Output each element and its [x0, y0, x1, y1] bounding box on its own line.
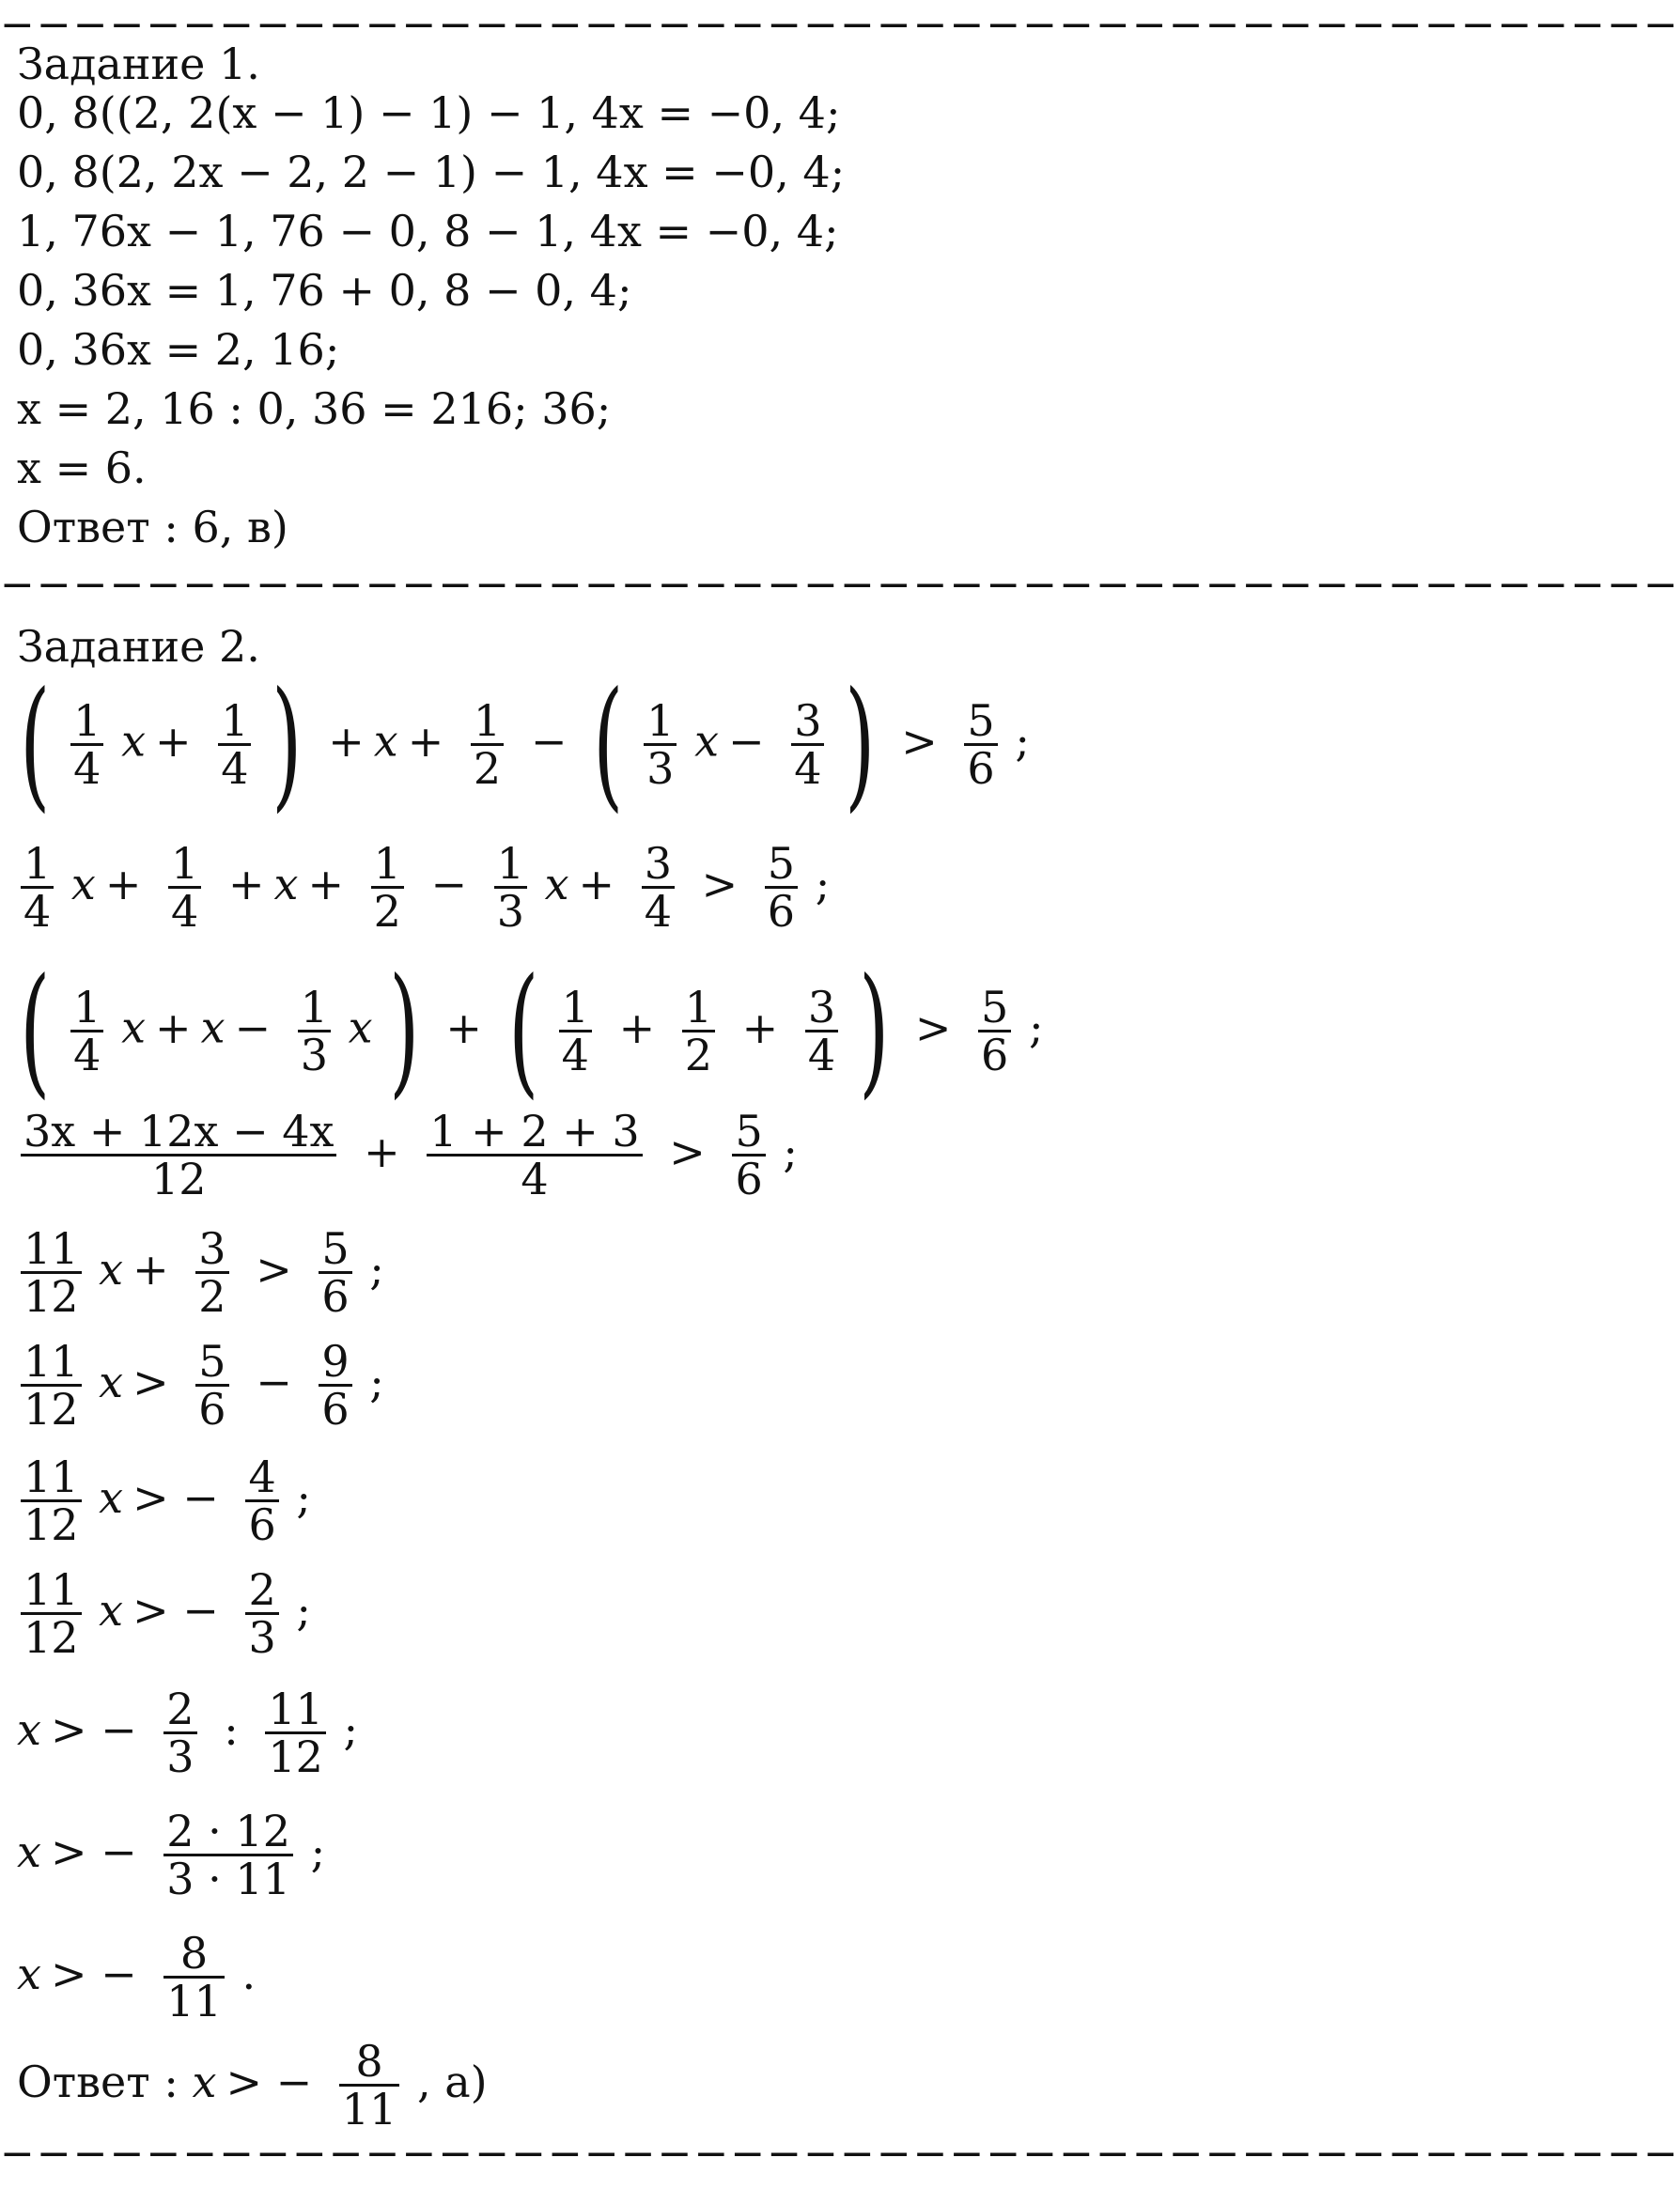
fraction-numerator: 3 — [791, 698, 824, 746]
fraction-denominator: 4 — [221, 743, 249, 794]
fraction-numerator: 3 — [805, 985, 838, 1032]
math-symbol: , а) — [416, 2056, 488, 2107]
math-symbol: > — [256, 1243, 292, 1295]
fraction-numerator: 2 · 12 — [163, 1809, 293, 1856]
math-symbol: ; — [369, 1356, 384, 1407]
math-symbol: + — [227, 858, 265, 909]
math-symbol: > — [901, 715, 938, 767]
math-symbol: : — [224, 1703, 239, 1755]
fraction-numerator: 1 — [494, 841, 527, 889]
math-symbol: x — [99, 1243, 124, 1295]
fraction — [195, 1336, 228, 1436]
fraction-numerator: 8 — [163, 1931, 225, 1979]
math-symbol: x — [348, 1001, 373, 1053]
math-symbol: − — [530, 715, 568, 767]
fraction-denominator: 2 — [373, 886, 401, 938]
fraction-numerator: 5 — [765, 841, 798, 889]
math-symbol: > — [914, 1001, 952, 1053]
fraction-denominator: 4 — [521, 1154, 549, 1205]
bracket: ) — [389, 949, 420, 1112]
fraction-denominator: 6 — [321, 1271, 350, 1323]
fraction-denominator: 12 — [150, 1154, 207, 1205]
fraction — [732, 1106, 765, 1205]
math-symbol: x — [200, 1001, 226, 1053]
math-symbol: ; — [343, 1703, 358, 1755]
math-symbol: > − — [132, 1471, 219, 1523]
fraction-numerator: 3x + 12x − 4x — [21, 1109, 336, 1157]
task2-line-3 — [17, 949, 1044, 1112]
fraction-numerator: 1 — [644, 698, 677, 746]
fraction-numerator: 2 — [245, 1567, 278, 1615]
task2-line-7 — [17, 1452, 311, 1551]
fraction — [245, 1452, 278, 1551]
bracket: ( — [593, 662, 624, 826]
fraction-denominator: 11 — [166, 1976, 222, 2027]
fraction-numerator: 1 — [70, 985, 103, 1032]
math-symbol: − — [728, 715, 765, 767]
math-symbol: x — [544, 858, 569, 909]
math-symbol: x — [121, 715, 147, 767]
math-symbol: > — [701, 858, 739, 909]
math-symbol: ; — [815, 858, 831, 909]
math-symbol: . — [241, 1948, 257, 1999]
fraction-denominator: 4 — [561, 1030, 589, 1080]
fraction-numerator: 1 — [559, 985, 592, 1032]
fraction-numerator: 8 — [339, 2039, 400, 2087]
bracket: ( — [20, 662, 51, 826]
fraction-numerator: 11 — [21, 1567, 82, 1615]
task1-line-7: x = 6. — [17, 442, 147, 493]
math-symbol: x — [70, 858, 96, 909]
math-symbol: + — [741, 1001, 779, 1053]
fraction-denominator: 4 — [644, 886, 672, 938]
fraction-denominator: 4 — [171, 886, 199, 938]
task2-line-4 — [17, 1106, 798, 1205]
fraction — [319, 1336, 351, 1436]
fraction-numerator: 1 — [371, 841, 404, 889]
math-symbol: x — [373, 715, 398, 767]
bracket: ( — [507, 949, 538, 1112]
math-symbol: x — [99, 1356, 124, 1407]
fraction-numerator: 1 — [70, 698, 103, 746]
fraction-numerator: 2 — [163, 1686, 196, 1734]
fraction-denominator: 4 — [73, 743, 101, 794]
fraction-denominator: 3 — [646, 743, 675, 794]
fraction-numerator: 5 — [964, 698, 997, 746]
math-symbol: + — [307, 858, 344, 909]
fraction — [471, 694, 504, 794]
math-symbol: + — [578, 858, 615, 909]
fraction — [70, 694, 103, 794]
bracket: ) — [272, 662, 303, 826]
fraction-denominator: 6 — [248, 1499, 276, 1551]
fraction-denominator: 11 — [341, 2084, 397, 2135]
math-symbol: ; — [783, 1126, 798, 1177]
math-symbol: > — [132, 1356, 169, 1407]
task2-heading: Задание 2. — [17, 621, 260, 672]
fraction-numerator: 1 — [21, 841, 54, 889]
fraction-denominator: 12 — [23, 1271, 79, 1323]
fraction-numerator: 1 — [168, 841, 201, 889]
task1-line-2: 0, 8(2, 2x − 2, 2 − 1) − 1, 4x = −0, 4; — [17, 147, 846, 197]
fraction-numerator: 11 — [21, 1454, 82, 1502]
separator-line: −−−−−−−−−−−−−−−−−−−−−−−−−−−−−−−−−−−−−−−−−−−−−− — [0, 561, 1680, 609]
fraction-denominator: 4 — [794, 743, 822, 794]
task2-line-1 — [17, 662, 1030, 826]
fraction-numerator: 4 — [245, 1454, 278, 1502]
task2-line-6 — [17, 1336, 384, 1436]
fraction-denominator: 4 — [23, 886, 52, 938]
fraction-denominator: 4 — [807, 1030, 836, 1080]
math-symbol: Ответ : — [17, 2056, 179, 2107]
task2-line-9 — [17, 1684, 358, 1783]
math-symbol: x — [99, 1471, 124, 1523]
task1-answer: Ответ : 6, в) — [17, 502, 288, 552]
math-symbol: + — [445, 1001, 482, 1053]
fraction-denominator: 2 — [198, 1271, 226, 1323]
fraction-numerator: 11 — [265, 1686, 326, 1734]
fraction — [21, 1564, 82, 1664]
math-symbol: > − — [50, 1948, 137, 1999]
fraction-numerator: 1 + 2 + 3 — [427, 1109, 642, 1157]
fraction — [339, 2036, 400, 2135]
math-symbol: ; — [296, 1471, 311, 1523]
fraction — [163, 1806, 293, 1905]
fraction — [195, 1223, 228, 1323]
math-symbol: + — [155, 1001, 192, 1053]
math-symbol: − — [256, 1356, 292, 1407]
math-symbol: + — [407, 715, 444, 767]
math-symbol: + — [104, 858, 142, 909]
fraction — [559, 981, 592, 1080]
task1-line-6: x = 2, 16 : 0, 36 = 216; 36; — [17, 383, 612, 434]
fraction-numerator: 1 — [682, 985, 715, 1032]
task1-line-4: 0, 36x = 1, 76 + 0, 8 − 0, 4; — [17, 265, 632, 316]
task1-heading: Задание 1. — [17, 39, 260, 89]
fraction-numerator: 1 — [298, 985, 331, 1032]
math-symbol: ; — [1028, 1001, 1044, 1053]
fraction-denominator: 6 — [735, 1154, 763, 1205]
fraction — [964, 694, 997, 794]
task2-line-2 — [17, 838, 831, 938]
fraction-denominator: 3 — [300, 1030, 328, 1080]
fraction-denominator: 12 — [23, 1499, 79, 1551]
fraction-numerator: 1 — [218, 698, 251, 746]
fraction — [494, 838, 527, 938]
math-symbol: + — [364, 1126, 400, 1177]
math-symbol: + — [155, 715, 192, 767]
fraction — [21, 838, 54, 938]
fraction-denominator: 12 — [268, 1731, 323, 1783]
task2-line-5 — [17, 1223, 384, 1323]
fraction — [168, 838, 201, 938]
task2-line-11 — [17, 1928, 257, 2027]
math-symbol: + — [132, 1243, 169, 1295]
math-symbol: ; — [296, 1584, 311, 1636]
fraction-denominator: 6 — [981, 1030, 1009, 1080]
math-symbol: x — [99, 1584, 124, 1636]
fraction-numerator: 5 — [732, 1109, 765, 1157]
fraction-denominator: 6 — [767, 886, 796, 938]
fraction-denominator: 3 — [166, 1731, 194, 1783]
fraction — [805, 981, 838, 1080]
fraction — [978, 981, 1011, 1080]
math-symbol: x — [17, 1703, 41, 1755]
fraction — [791, 694, 824, 794]
fraction — [21, 1106, 336, 1205]
fraction — [319, 1223, 351, 1323]
fraction — [218, 694, 251, 794]
fraction-numerator: 9 — [319, 1339, 351, 1387]
fraction-numerator: 11 — [21, 1339, 82, 1387]
fraction — [427, 1106, 642, 1205]
fraction-numerator: 3 — [195, 1226, 228, 1274]
fraction-numerator: 11 — [21, 1226, 82, 1274]
math-symbol: > − — [132, 1584, 219, 1636]
math-symbol: x — [273, 858, 299, 909]
math-symbol: x — [17, 1825, 41, 1877]
task2-line-8 — [17, 1564, 311, 1664]
math-symbol: > − — [50, 1703, 137, 1755]
fraction — [21, 1336, 82, 1436]
math-symbol: x — [192, 2056, 217, 2107]
fraction — [265, 1684, 326, 1783]
bracket: ) — [845, 662, 876, 826]
fraction-denominator: 12 — [23, 1612, 79, 1664]
fraction — [682, 981, 715, 1080]
task1-line-1: 0, 8((2, 2(x − 1) − 1) − 1, 4x = −0, 4; — [17, 87, 841, 138]
task2-answer — [17, 2036, 488, 2135]
fraction-denominator: 12 — [23, 1384, 79, 1436]
fraction — [371, 838, 404, 938]
fraction-numerator: 5 — [978, 985, 1011, 1032]
fraction-denominator: 6 — [967, 743, 995, 794]
math-symbol: − — [430, 858, 468, 909]
math-symbol: > − — [50, 1825, 137, 1877]
fraction — [70, 981, 103, 1080]
fraction-denominator: 4 — [73, 1030, 101, 1080]
fraction-numerator: 1 — [471, 698, 504, 746]
bracket: ( — [20, 949, 51, 1112]
math-symbol: x — [121, 1001, 147, 1053]
math-symbol: ; — [369, 1243, 384, 1295]
math-symbol: + — [618, 1001, 656, 1053]
fraction-denominator: 6 — [321, 1384, 350, 1436]
task2-line-10 — [17, 1806, 326, 1905]
math-symbol: ; — [1015, 715, 1030, 767]
fraction — [642, 838, 675, 938]
fraction — [245, 1564, 278, 1664]
bracket: ) — [858, 949, 890, 1112]
fraction-denominator: 2 — [684, 1030, 713, 1080]
fraction-denominator: 6 — [198, 1384, 226, 1436]
fraction-denominator: 3 · 11 — [166, 1854, 290, 1905]
fraction-denominator: 2 — [473, 743, 502, 794]
math-symbol: x — [694, 715, 720, 767]
fraction — [765, 838, 798, 938]
task1-line-5: 0, 36x = 2, 16; — [17, 324, 340, 375]
fraction — [21, 1223, 82, 1323]
math-symbol: − — [234, 1001, 272, 1053]
fraction — [644, 694, 677, 794]
separator-line: −−−−−−−−−−−−−−−−−−−−−−−−−−−−−−−−−−−−−−−−−−−−−− — [0, 2130, 1680, 2178]
fraction-numerator: 3 — [642, 841, 675, 889]
math-symbol: + — [328, 715, 365, 767]
fraction — [163, 1928, 225, 2027]
fraction-numerator: 5 — [195, 1339, 228, 1387]
fraction — [298, 981, 331, 1080]
fraction-denominator: 3 — [496, 886, 524, 938]
fraction-denominator: 3 — [248, 1612, 276, 1664]
separator-line: −−−−−−−−−−−−−−−−−−−−−−−−−−−−−−−−−−−−−−−−−−−−−− — [0, 1, 1680, 49]
math-symbol: x — [17, 1948, 41, 1999]
fraction — [163, 1684, 196, 1783]
fraction — [21, 1452, 82, 1551]
math-symbol: ; — [310, 1825, 326, 1877]
math-symbol: > − — [226, 2056, 313, 2107]
task1-line-3: 1, 76x − 1, 76 − 0, 8 − 1, 4x = −0, 4; — [17, 206, 839, 256]
math-symbol: > — [669, 1126, 706, 1177]
fraction-numerator: 5 — [319, 1226, 351, 1274]
